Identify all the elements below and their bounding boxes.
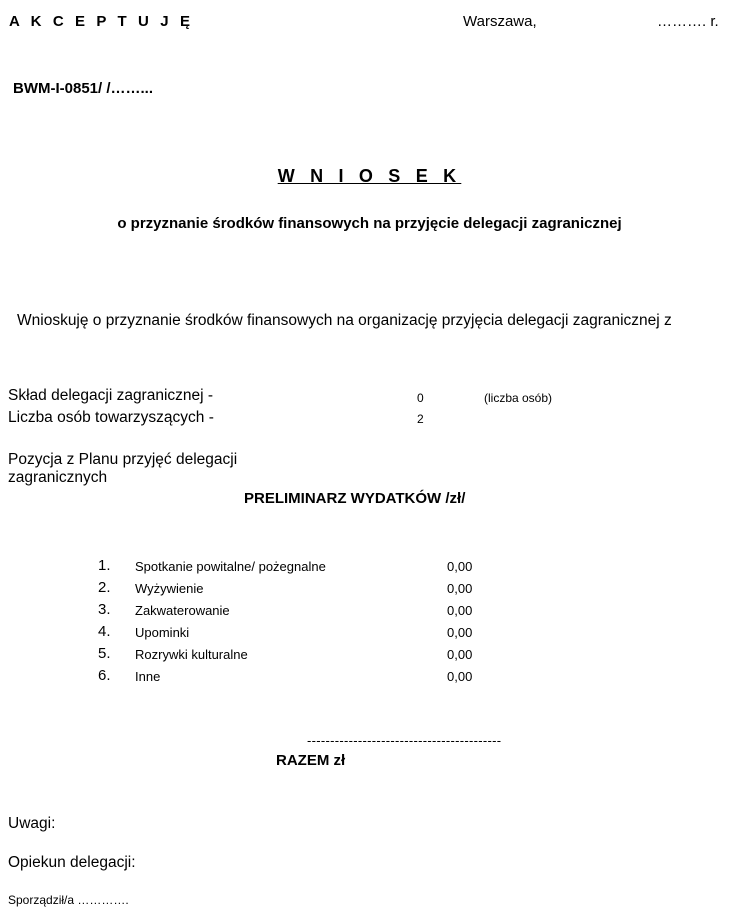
expense-number: 5.: [98, 645, 111, 662]
expense-name: Spotkanie powitalne/ pożegnalne: [135, 559, 326, 574]
expense-name: Zakwaterowanie: [135, 603, 230, 618]
expense-number: 4.: [98, 623, 111, 640]
delegation-size-value: 0: [417, 391, 424, 405]
reference-number: BWM-I-0851/ /……...: [13, 80, 154, 97]
accompanying-persons-value: 2: [417, 412, 424, 426]
expense-name: Rozrywki kulturalne: [135, 647, 248, 662]
document-subtitle: o przyznanie środków finansowych na przyjęcie delegacji zagranicznej: [117, 215, 622, 232]
expense-number: 6.: [98, 667, 111, 684]
prepared-by-label: Sporządził/a ………….: [8, 893, 129, 907]
accompanying-persons-label: Liczba osób towarzyszących -: [8, 409, 214, 426]
expense-name: Upominki: [135, 625, 190, 640]
expense-value: 0,00: [447, 559, 473, 574]
expense-value: 0,00: [447, 625, 473, 640]
expense-value: 0,00: [447, 603, 473, 618]
plan-position-label: Pozycja z Planu przyjęć delegacji zagranicznych: [8, 451, 238, 486]
city-label: Warszawa,: [463, 13, 537, 30]
delegation-size-label: Skład delegacji zagranicznej -: [8, 387, 214, 404]
total-label: RAZEM zł: [276, 752, 346, 769]
date-field: ………. r.: [657, 13, 719, 30]
expense-number: 3.: [98, 601, 111, 618]
expense-value: 0,00: [447, 669, 473, 684]
total-separator-line: ------------------------------------------: [307, 733, 502, 748]
document-title: W N I O S E K: [277, 166, 462, 186]
expense-number: 2.: [98, 579, 111, 596]
delegation-supervisor-label: Opiekun delegacji:: [8, 854, 136, 871]
delegation-size-unit: (liczba osób): [484, 391, 553, 405]
accept-stamp-label: A K C E P T U J Ę: [9, 13, 194, 30]
expense-name: Wyżywienie: [135, 581, 204, 596]
remarks-label: Uwagi:: [8, 815, 56, 832]
request-text: Wnioskuję o przyznanie środków finansowych na organizację przyjęcia delegacji zagranicznej z: [17, 312, 672, 329]
expense-name: Inne: [135, 669, 161, 684]
expense-estimate-title: PRELIMINARZ WYDATKÓW /zł/: [244, 490, 466, 507]
expense-value: 0,00: [447, 647, 473, 662]
expense-number: 1.: [98, 557, 111, 574]
expense-value: 0,00: [447, 581, 473, 596]
